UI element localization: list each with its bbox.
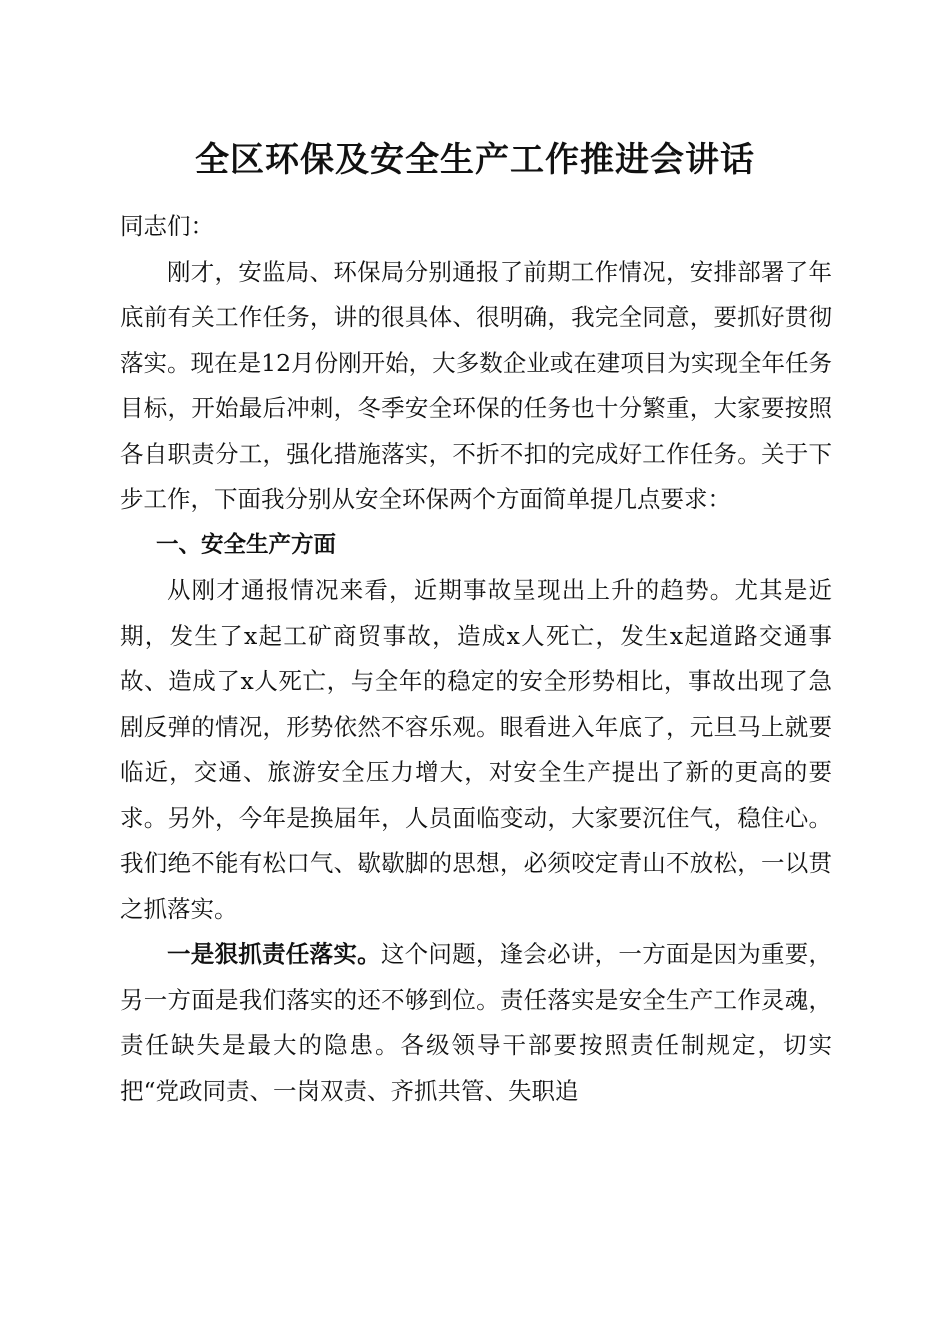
paragraph-body-text: 这个问题，逢会必讲，一方面是因为重要，另一方面是我们落实的还不够到位。责任落实是安全生产工作灵魂，责任缺失是最大的隐患。各级领导干部要按照责任制规定，切实把“党政同责、一岗双责、齐抓共管、失职追 xyxy=(120,940,833,1105)
document-title: 全区环保及安全生产工作推进会讲话 xyxy=(195,140,755,180)
paragraph-safety-situation: 从刚才通报情况来看，近期事故呈现出上升的趋势。尤其是近期，发生了x起工矿商贸事故，造成x人死亡，发生x起道路交通事故、造成了x人死亡，与全年的稳定的安全形势相比，事故出现了急剧反弹的情况，形势依然不容乐观。眼看进入年底了，元旦马上就要临近，交通、旅游安全压力增大，对安全生产提出了新的更高的要求。另外，今年是换届年，人员面临变动，大家要沉住气，稳住心。我们绝不能有松口气、歇歇脚的思想，必须咬定青山不放松，一以贯之抓落实。 xyxy=(120,576,832,923)
document-body xyxy=(120,204,832,1114)
paragraph-intro: 刚才，安监局、环保局分别通报了前期工作情况，安排部署了年底前有关工作任务，讲的很具体、很明确，我完全同意，要抓好贯彻落实。现在是12月份刚开始，大多数企业或在建项目为实现全年任务目标，开始最后冲刺，冬季安全环保的任务也十分繁重，大家要按照各自职责分工，强化措施落实，不折不扣的完成好工作任务。关于下步工作，下面我分别从安全环保两个方面简单提几点要求： xyxy=(120,257,832,513)
paragraph-responsibility xyxy=(120,932,832,1114)
paragraph-lead-text: 一是狠抓责任落实。 xyxy=(167,940,381,968)
greeting: 同志们： xyxy=(120,212,214,240)
section-heading-safety: 一、安全生产方面 xyxy=(156,531,337,558)
